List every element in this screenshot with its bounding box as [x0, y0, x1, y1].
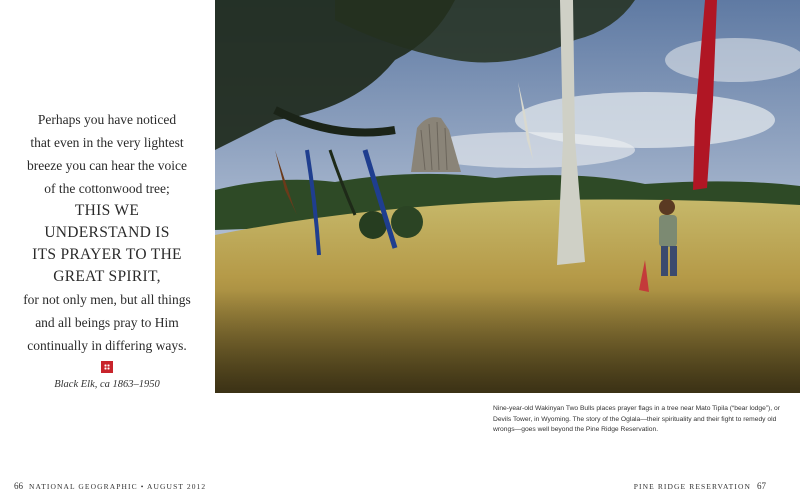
landscape-illustration [215, 0, 800, 393]
quote-intro [0, 108, 214, 200]
quote-attribution: Black Elk, ca 1863–1950 [54, 379, 160, 390]
footer-left [8, 481, 206, 491]
page-number-right: 67 [757, 481, 766, 491]
quote-caps-line: THIS WE [74, 202, 140, 219]
footer-left-text: NATIONAL GEOGRAPHIC • AUGUST 2012 [29, 482, 207, 491]
quote-outro [0, 288, 214, 357]
quote-line: that even in the very lightest [30, 135, 184, 150]
pull-quote [0, 108, 214, 390]
footer-right-text: PINE RIDGE RESERVATION [633, 482, 751, 491]
quote-line: of the cottonwood tree; [44, 181, 170, 196]
quote-line: breeze you can hear the voice [26, 158, 188, 173]
quote-line: for not only men, but all things [23, 292, 191, 307]
quote-caps-line: ITS PRAYER TO THE [32, 246, 182, 263]
ornament-icon [101, 361, 113, 373]
quote-line: continually in differing ways. [27, 338, 187, 353]
quote-line: Perhaps you have noticed [37, 112, 177, 127]
hero-photo [215, 0, 800, 393]
quote-emphasis [0, 200, 214, 288]
quote-caps-line: UNDERSTAND IS [44, 224, 170, 241]
photo-caption: Nine-year-old Wakinyan Two Bulls places prayer flags in a tree near Mato Tipila (“bear lodge”), or Devils Tower, in Wyoming. The story of the Oglala—their spirituality and their fight to remedy old wrongs—goes well beyond the Pine Ridge Reservation. [493, 405, 780, 433]
footer-right [634, 481, 772, 491]
quote-caps-line: GREAT SPIRIT, [53, 268, 161, 285]
page-number-left: 66 [14, 481, 23, 491]
quote-line: and all beings pray to Him [35, 315, 179, 330]
